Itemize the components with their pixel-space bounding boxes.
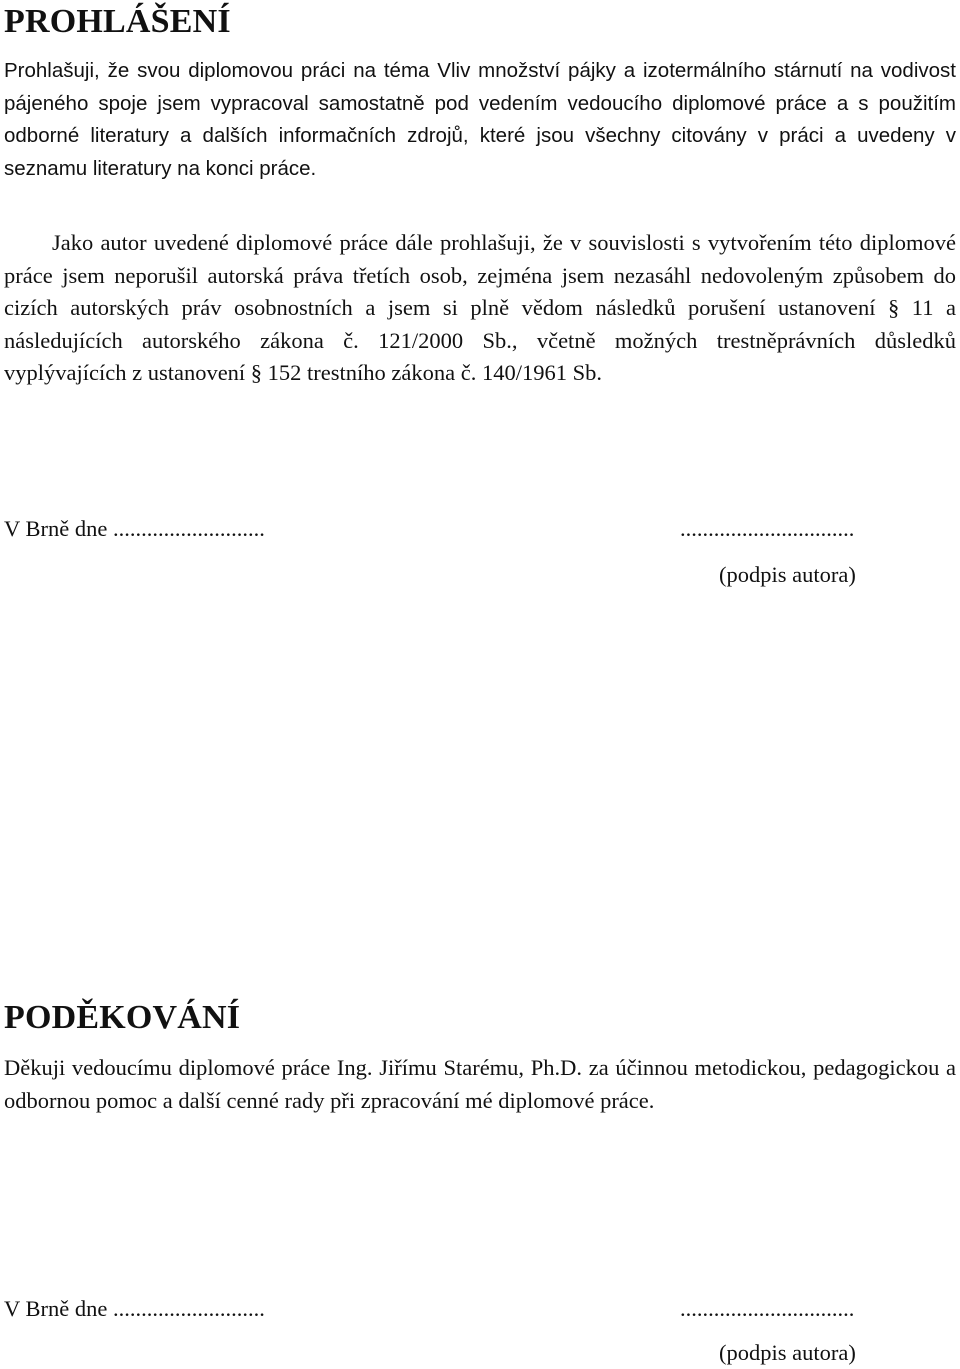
declaration-signature-label: (podpis autora): [719, 562, 856, 587]
acknowledgement-signature-line: ...............................: [680, 1296, 855, 1321]
declaration-signature-line: ...............................: [680, 516, 855, 541]
declaration-title: PROHLÁŠENÍ: [4, 3, 231, 40]
declaration-paragraph-2: Jako autor uvedené diplomové práce dále prohlašuji, že v souvislosti s vytvořením této diplomové práce jsem neporušil autorská práva třetích osob, zejména jsem nezasáhl nedovoleným způsobem do cizích autorských práv osobnostních a jsem si plně vědom následků porušení ustanovení § 11 a následujících autorského zákona č. 121/2000 Sb., včetně možných trestněprávních důsledků vyplývajících z ustanovení § 152 trestního zákona č. 140/1961 Sb.: [4, 230, 956, 385]
acknowledgement-paragraph: Děkuji vedoucímu diplomové práce Ing. Jiřímu Starému, Ph.D. za účinnou metodickou, pedagogickou a odbornou pomoc a další cenné rady při zpracování mé diplomové práce.: [4, 1055, 956, 1113]
declaration-place-date: V Brně dne ...........................: [4, 516, 265, 541]
acknowledgement-signature-label: (podpis autora): [719, 1340, 856, 1365]
declaration-paragraph-1: Prohlašuji, že svou diplomovou práci na téma Vliv množství pájky a izotermálního stárnutí na vodivost pájeného spoje jsem vypracoval samostatně pod vedením vedoucího diplomové práce a s použitím odborné literatury a dalších informačních zdrojů, které jsou všechny citovány v práci a uvedeny v seznamu literatury na konci práce.: [4, 59, 956, 180]
acknowledgement-place-date: V Brně dne ...........................: [4, 1296, 265, 1321]
acknowledgement-title: PODĚKOVÁNÍ: [4, 999, 241, 1036]
